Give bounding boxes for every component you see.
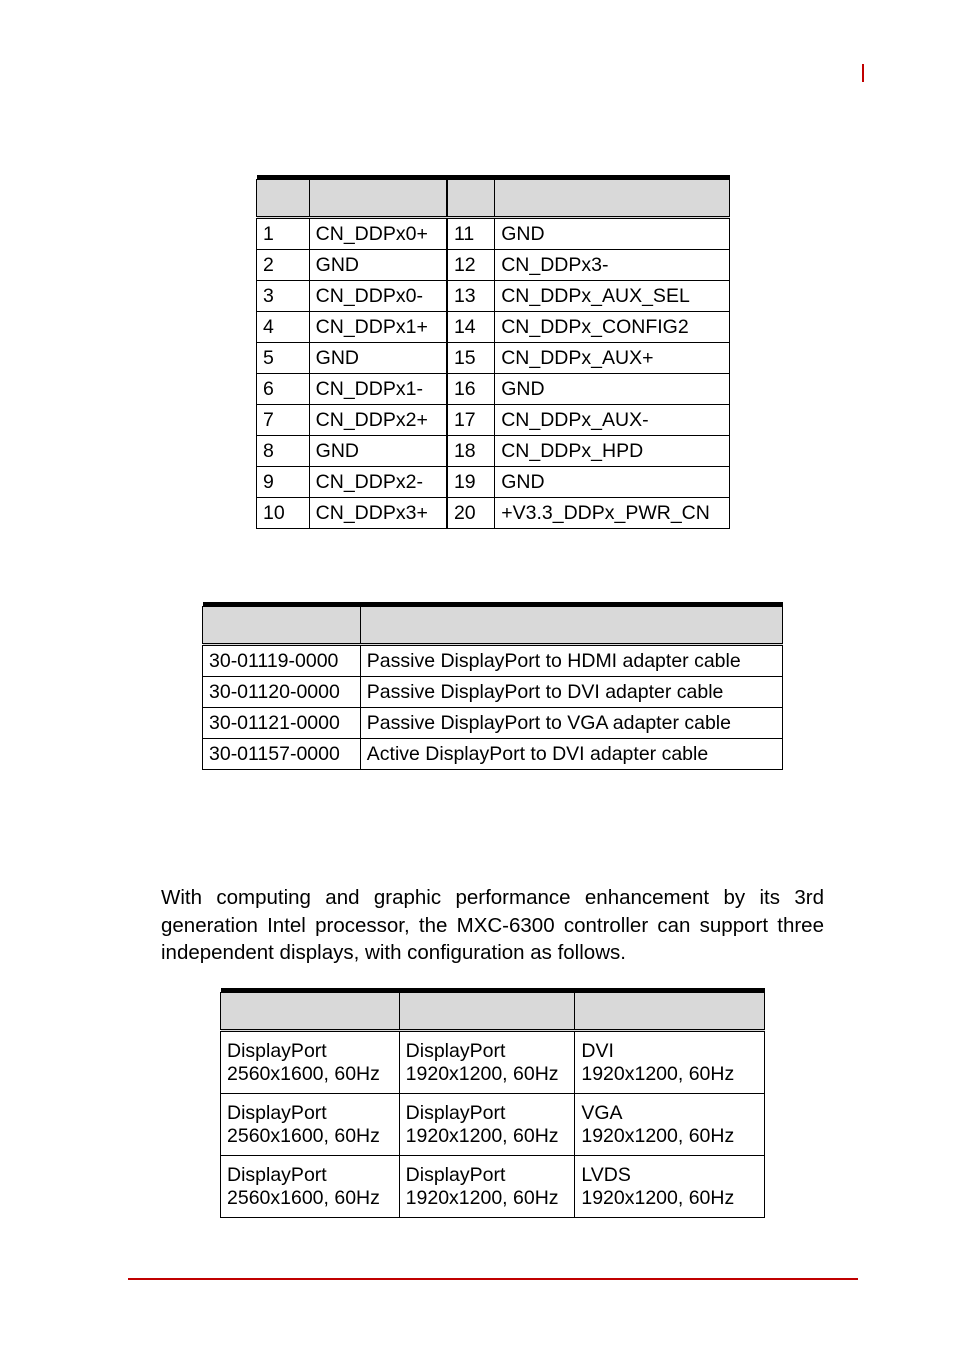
display-resolution-label: 1920x1200, 60Hz xyxy=(405,1124,559,1147)
description-cell: Active DisplayPort to DVI adapter cable xyxy=(360,739,782,770)
pin-number-cell: 5 xyxy=(257,343,310,374)
signal-name-cell: CN_DDPx2- xyxy=(309,467,447,498)
table-row xyxy=(257,436,730,467)
display-resolution-label: 2560x1600, 60Hz xyxy=(227,1124,380,1147)
display-configuration-table xyxy=(220,988,765,1218)
signal-name-cell: CN_DDPx3- xyxy=(495,250,730,281)
signal-name-cell: GND xyxy=(309,343,447,374)
signal-name-cell: CN_DDPx_HPD xyxy=(495,436,730,467)
description-cell: Passive DisplayPort to HDMI adapter cable xyxy=(360,645,782,677)
display-config-cell xyxy=(221,1031,400,1094)
part-number-cell: 30-01120-0000 xyxy=(203,677,361,708)
table-row xyxy=(257,467,730,498)
footer-rule xyxy=(128,1278,858,1280)
signal-name-cell: GND xyxy=(495,467,730,498)
display-config-cell xyxy=(575,1156,765,1218)
pin-table-header-cell xyxy=(257,180,310,218)
body-paragraph: With computing and graphic performance enhancement by its 3rd generation Intel processor, the MXC-6300 controller can support three independent displays, with configuration as follows. xyxy=(161,886,824,964)
pin-number-cell: 14 xyxy=(447,312,495,343)
display-interface-label: DisplayPort xyxy=(405,1040,506,1063)
table-header-row xyxy=(221,993,765,1031)
description-cell: Passive DisplayPort to DVI adapter cable xyxy=(360,677,782,708)
table-row xyxy=(221,1156,765,1218)
pin-table-header-cell xyxy=(447,180,495,218)
display-interface-label: LVDS xyxy=(581,1164,631,1187)
pin-assignment-table xyxy=(256,175,730,529)
signal-name-cell: +V3.3_DDPx_PWR_CN xyxy=(495,498,730,529)
table-header-row xyxy=(257,180,730,218)
table-row xyxy=(257,498,730,529)
pin-number-cell: 10 xyxy=(257,498,310,529)
signal-name-cell: CN_DDPx3+ xyxy=(309,498,447,529)
signal-name-cell: GND xyxy=(495,218,730,250)
display-resolution-label: 1920x1200, 60Hz xyxy=(581,1186,735,1209)
table-row xyxy=(257,250,730,281)
table-row xyxy=(203,708,783,739)
adapter-cable-table xyxy=(202,602,783,770)
table-row xyxy=(203,739,783,770)
display-table-header-cell xyxy=(399,993,575,1031)
signal-name-cell: GND xyxy=(309,436,447,467)
cable-table-header-cell xyxy=(360,607,782,645)
pin-number-cell: 16 xyxy=(447,374,495,405)
display-table-header-cell xyxy=(221,993,400,1031)
display-resolution-label: 2560x1600, 60Hz xyxy=(227,1062,380,1085)
table-row xyxy=(257,312,730,343)
table-row xyxy=(203,645,783,677)
pin-table-header-cell xyxy=(495,180,730,218)
display-interface-label: DisplayPort xyxy=(227,1164,327,1187)
table-row xyxy=(257,343,730,374)
signal-name-cell: GND xyxy=(495,374,730,405)
description-cell: Passive DisplayPort to VGA adapter cable xyxy=(360,708,782,739)
part-number-cell: 30-01119-0000 xyxy=(203,645,361,677)
signal-name-cell: CN_DDPx0- xyxy=(309,281,447,312)
display-interface-label: DisplayPort xyxy=(227,1102,327,1125)
display-interface-label: VGA xyxy=(581,1102,623,1125)
pin-number-cell: 7 xyxy=(257,405,310,436)
display-config-cell xyxy=(399,1031,575,1094)
display-config-cell xyxy=(399,1094,575,1156)
display-config-cell xyxy=(221,1094,400,1156)
pin-number-cell: 17 xyxy=(447,405,495,436)
pin-number-cell: 13 xyxy=(447,281,495,312)
display-config-cell xyxy=(575,1031,765,1094)
pin-table-header-cell xyxy=(309,180,447,218)
display-resolution-label: 1920x1200, 60Hz xyxy=(405,1062,559,1085)
signal-name-cell: CN_DDPx_AUX- xyxy=(495,405,730,436)
signal-name-cell: GND xyxy=(309,250,447,281)
table-row xyxy=(257,405,730,436)
cable-table-header-cell xyxy=(203,607,361,645)
pin-number-cell: 3 xyxy=(257,281,310,312)
pin-number-cell: 18 xyxy=(447,436,495,467)
signal-name-cell: CN_DDPx0+ xyxy=(309,218,447,250)
header-accent-mark xyxy=(862,64,864,82)
display-interface-label: DisplayPort xyxy=(227,1040,327,1063)
table-row xyxy=(257,218,730,250)
pin-number-cell: 15 xyxy=(447,343,495,374)
signal-name-cell: CN_DDPx_AUX+ xyxy=(495,343,730,374)
display-resolution-label: 1920x1200, 60Hz xyxy=(581,1124,735,1147)
display-config-cell xyxy=(575,1094,765,1156)
display-resolution-label: 1920x1200, 60Hz xyxy=(405,1186,559,1209)
signal-name-cell: CN_DDPx2+ xyxy=(309,405,447,436)
table-header-row xyxy=(203,607,783,645)
signal-name-cell: CN_DDPx1- xyxy=(309,374,447,405)
pin-number-cell: 8 xyxy=(257,436,310,467)
display-config-cell xyxy=(221,1156,400,1218)
table-row xyxy=(221,1094,765,1156)
pin-number-cell: 20 xyxy=(447,498,495,529)
table-row xyxy=(257,374,730,405)
pin-number-cell: 9 xyxy=(257,467,310,498)
signal-name-cell: CN_DDPx1+ xyxy=(309,312,447,343)
signal-name-cell: CN_DDPx_AUX_SEL xyxy=(495,281,730,312)
display-interface-label: DisplayPort xyxy=(405,1102,506,1125)
display-table-header-cell xyxy=(575,993,765,1031)
pin-number-cell: 1 xyxy=(257,218,310,250)
signal-name-cell: CN_DDPx_CONFIG2 xyxy=(495,312,730,343)
table-row xyxy=(257,281,730,312)
display-interface-label: DVI xyxy=(581,1040,614,1063)
pin-number-cell: 4 xyxy=(257,312,310,343)
display-resolution-label: 1920x1200, 60Hz xyxy=(581,1062,735,1085)
pin-number-cell: 12 xyxy=(447,250,495,281)
table-row xyxy=(221,1031,765,1094)
display-interface-label: DisplayPort xyxy=(405,1164,506,1187)
part-number-cell: 30-01157-0000 xyxy=(203,739,361,770)
display-config-cell xyxy=(399,1156,575,1218)
part-number-cell: 30-01121-0000 xyxy=(203,708,361,739)
pin-number-cell: 6 xyxy=(257,374,310,405)
pin-number-cell: 11 xyxy=(447,218,495,250)
pin-number-cell: 19 xyxy=(447,467,495,498)
table-row xyxy=(203,677,783,708)
display-resolution-label: 2560x1600, 60Hz xyxy=(227,1186,380,1209)
pin-number-cell: 2 xyxy=(257,250,310,281)
